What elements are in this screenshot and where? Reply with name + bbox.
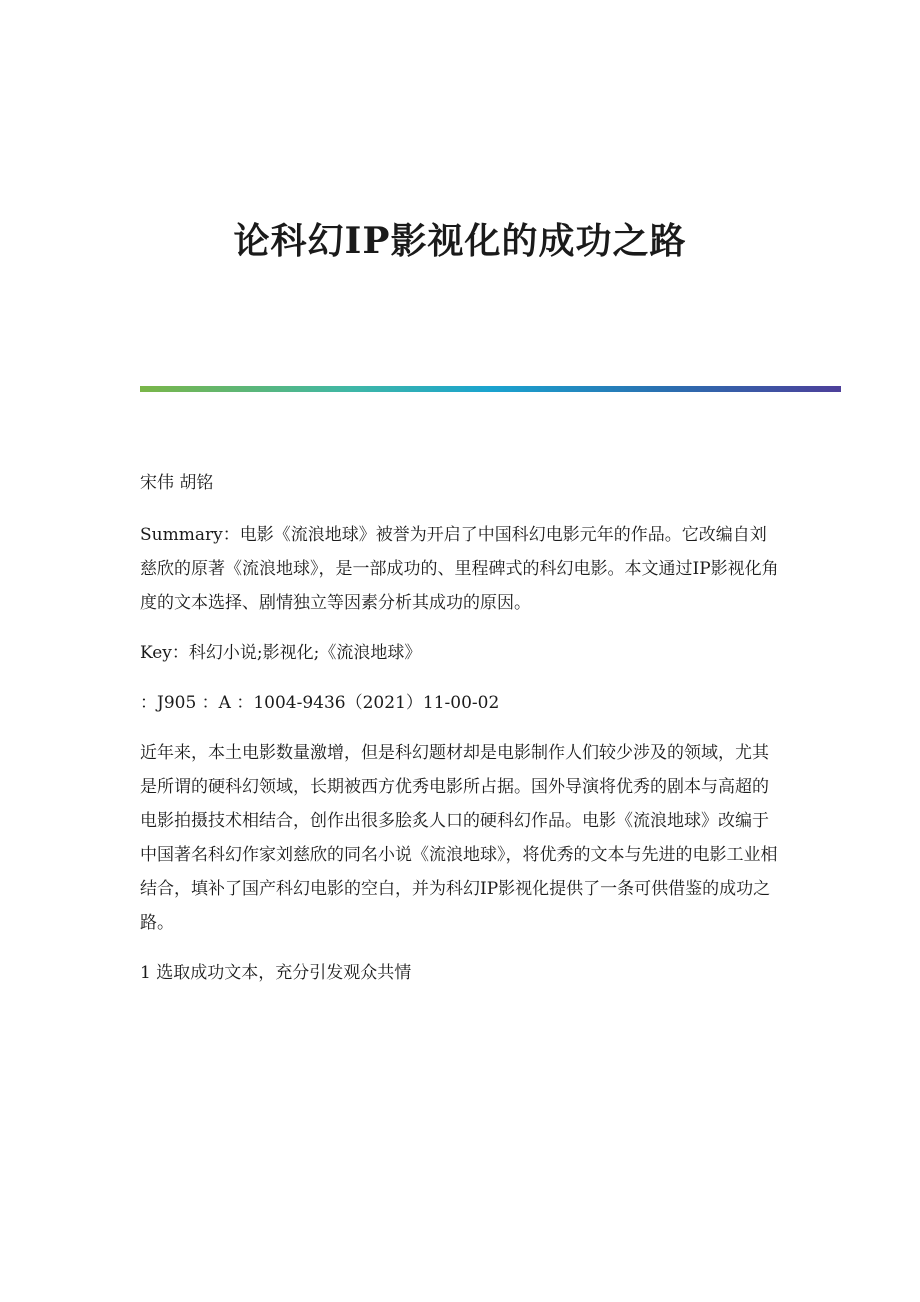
document-body — [140, 466, 780, 1006]
author-line: 宋伟 胡铭 — [140, 473, 214, 493]
section-heading: 1 选取成功文本，充分引发观众共情 — [140, 963, 412, 983]
document-title: 论科幻IP影视化的成功之路 — [233, 220, 687, 262]
summary-paragraph: Summary：电影《流浪地球》被誉为开启了中国科幻电影元年的作品。它改编自刘慈欣的原著《流浪地球》，是一部成功的、里程碑式的科幻电影。本文通过IP影视化角度的文本选择、剧情独立等因素分析其成功的原因。 — [140, 525, 779, 613]
gradient-divider — [140, 386, 841, 392]
classification-line: ：J905 ：A ：1004-9436（2021）11-00-02 — [140, 693, 500, 713]
keywords-line: Key：科幻小说;影视化;《流浪地球》 — [140, 643, 422, 663]
body-paragraph: 近年来，本土电影数量激增，但是科幻题材却是电影制作人们较少涉及的领域，尤其是所谓的硬科幻领域，长期被西方优秀电影所占据。国外导演将优秀的剧本与高超的电影拍摄技术相结合，创作出很多脍炙人口的硬科幻作品。电影《流浪地球》改编于中国著名科幻作家刘慈欣的同名小说《流浪地球》，将优秀的文本与先进的电影工业相结合，填补了国产科幻电影的空白，并为科幻IP影视化提供了一条可供借鉴的成功之路。 — [140, 743, 778, 933]
